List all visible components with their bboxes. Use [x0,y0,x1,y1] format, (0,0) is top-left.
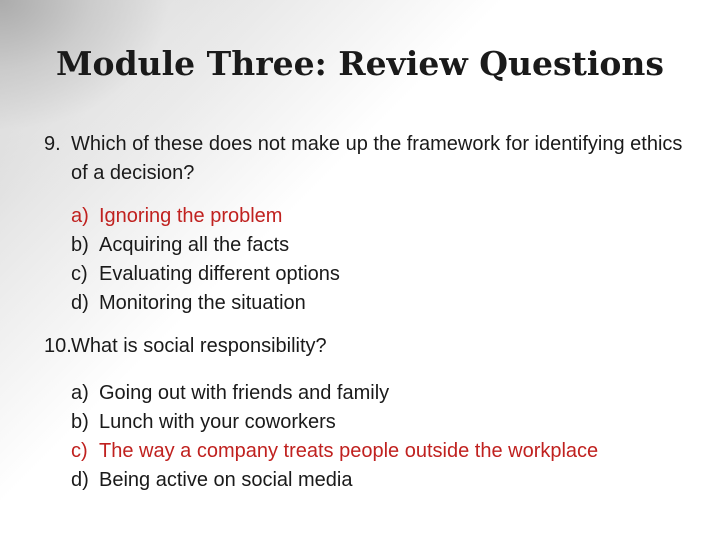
option-text: Lunch with your coworkers [99,411,336,433]
option-text: The way a company treats people outside the workplace [99,440,599,462]
option-text: Monitoring the situation [99,292,306,314]
option-9a [71,202,694,231]
option-10b [71,408,694,437]
option-letter: a) [71,382,89,404]
answer-options-9 [44,202,694,318]
option-9c [71,260,694,289]
option-10c [71,437,694,466]
question-text: What is social responsibility? [71,335,327,357]
option-10a [71,379,694,408]
option-9b [71,231,694,260]
question-text: Which of these does not make up the framework for identifying ethics of a decision? [71,133,683,184]
slide-title: Module Three: Review Questions [56,44,664,83]
question-number: 9. [44,133,61,155]
question-number: 10. [44,335,72,357]
option-letter: b) [71,234,89,256]
option-9d [71,289,694,318]
option-letter: c) [71,440,88,462]
option-letter: c) [71,263,88,285]
option-text: Evaluating different options [99,263,340,285]
option-letter: b) [71,411,89,433]
option-letter: d) [71,292,89,314]
option-letter: d) [71,469,89,491]
option-text: Ignoring the problem [99,205,283,227]
option-10d [71,466,694,495]
question-10 [44,332,694,361]
question-9 [44,130,694,188]
option-text: Going out with friends and family [99,382,390,404]
option-text: Being active on social media [99,469,353,491]
slide-content [44,130,694,495]
answer-options-10 [44,379,694,495]
option-text: Acquiring all the facts [99,234,290,256]
option-letter: a) [71,205,89,227]
